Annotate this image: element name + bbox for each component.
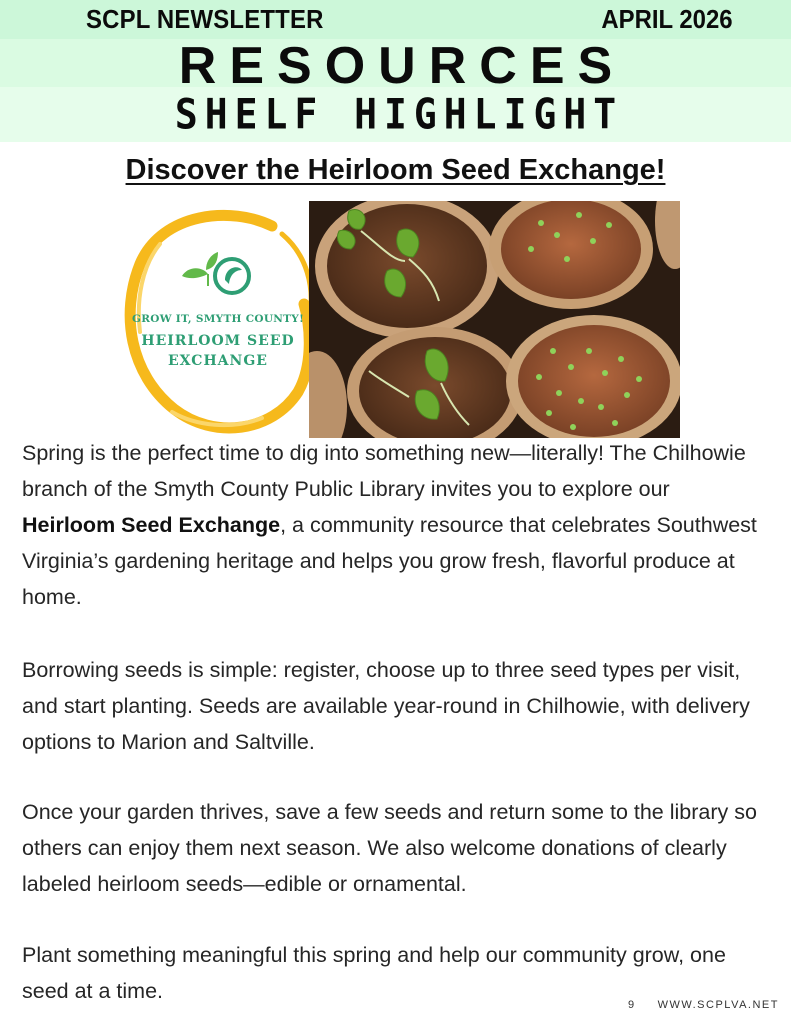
article-headline: Discover the Heirloom Seed Exchange! [125, 154, 666, 186]
intro-text-end: , a community resource that celebrates Southwest Virginia’s gardening heritage and helps you grow fresh, flavorful produce at home. [22, 513, 757, 609]
page-number: 9 [627, 999, 636, 1011]
logo-name-line2: EXCHANGE [168, 353, 268, 369]
website-url: WWW.SCPLVA.NET [657, 999, 779, 1011]
body-paragraph-returning: Once your garden thrives, save a few seeds and return some to the library so others can enjoy them next season. We also welcome donations of clearly labeled heirloom seeds—edible or ornamental. [22, 800, 757, 896]
page-footer [628, 999, 779, 1011]
seedling-pots-photo [309, 201, 680, 438]
intro-text-start: Spring is the perfect time to dig into something new—literally! The Chilhowie branch of the Smyth County Public Library invites you to explore our [22, 441, 746, 501]
newsletter-name: SCPL NEWSLETTER [86, 4, 324, 34]
program-name-bold: Heirloom Seed Exchange [22, 513, 281, 537]
body-paragraph-closing: Plant something meaningful this spring and help our community grow, one seed at a time. [22, 943, 726, 1003]
issue-date: APRIL 2026 [601, 4, 733, 34]
section-subtitle: SHELF HIGHLIGHT [174, 89, 624, 139]
body-paragraph-borrowing: Borrowing seeds is simple: register, choose up to three seed types per visit, and start planting. Seeds are available year-round in Chilhowie, with delivery options to Marion and Saltville. [22, 658, 750, 754]
logo-tagline: GROW IT, SMYTH COUNTY! [131, 313, 305, 325]
logo-name-line1: HEIRLOOM SEED [141, 333, 295, 349]
sprout-leaf-icon [182, 252, 249, 293]
body-paragraph-intro [22, 435, 762, 615]
section-title: RESOURCES [178, 37, 626, 95]
seed-exchange-logo [122, 204, 312, 436]
